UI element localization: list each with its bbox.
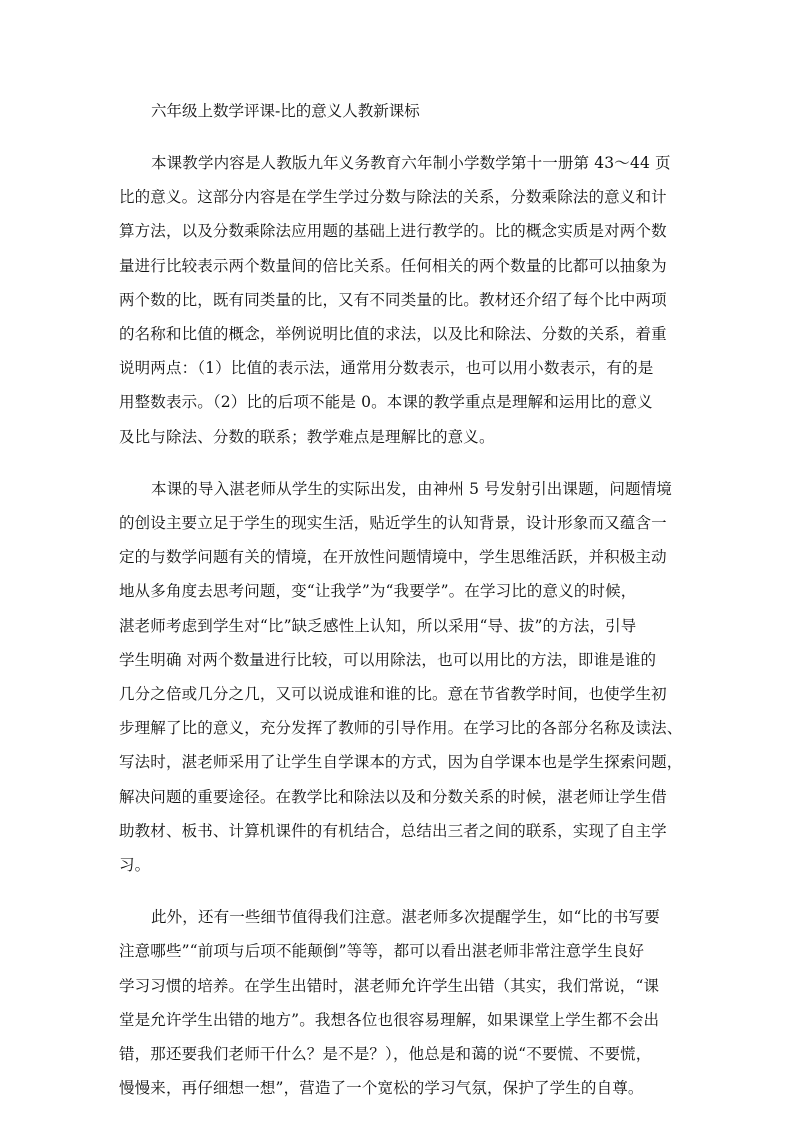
text-line: 助教材、板书、计算机课件的有机结合，总结出三者之间的联系，实现了自主学: [119, 821, 667, 840]
text-line: 的名称和比值的概念，举例说明比值的求法，以及比和除法、分数的关系，着重: [119, 325, 667, 344]
text-line: 错，那还要我们老师干什么？是不是？），他总是和蔼的说“不要慌、不要慌，: [119, 1045, 652, 1064]
text-line: 慢慢来，再仔细想一想”，营造了一个宽松的学习气氛，保护了学生的自尊。: [119, 1079, 644, 1098]
paragraph-lesson-introduction: [119, 472, 683, 882]
text-line: 算方法，以及分数乘除法应用题的基础上进行教学的。比的概念实质是对两个数: [119, 222, 667, 241]
text-line: 的创设主要立足于学生的现实生活，贴近学生的认知背景，设计形象而又蕴含一: [119, 514, 667, 533]
text-line: 堂是允许学生出错的地方”。我想各位也很容易理解，如果课堂上学生都不会出: [119, 1010, 660, 1029]
text-line: 习。: [119, 856, 151, 875]
text-line: 本课教学内容是人教版九年义务教育六年制小学数学第十一册第 43～44 页: [151, 154, 671, 172]
text-line: 两个数的比，既有同类量的比，又有不同类量的比。教材还介绍了每个比中两项: [119, 290, 667, 309]
text-line: 及比与除法、分数的联系；教学难点是理解比的意义。: [119, 427, 495, 446]
text-line: 量进行比较表示两个数量间的倍比关系。任何相关的两个数量的比都可以抽象为: [119, 256, 667, 275]
paragraph-details: [119, 900, 679, 1105]
text-line: 用整数表示。（2）比的后项不能是 0。本课的教学重点是理解和运用比的意义: [119, 393, 653, 412]
document-title: 六年级上数学评课-比的意义人教新课标: [151, 102, 420, 120]
text-line: 步理解了比的意义，充分发挥了教师的引导作用。在学习比的各部分名称及读法、: [119, 719, 683, 738]
text-line: 学生明确 对两个数量进行比较，可以用除法，也可以用比的方法，即谁是谁的: [119, 650, 657, 669]
text-line: 本课的导入湛老师从学生的实际出发，由神州 5 号发射引出课题，问题情境: [151, 479, 672, 498]
text-line: 注意哪些”“前项与后项不能颠倒”等等，都可以看出湛老师非常注意学生良好: [119, 942, 645, 961]
text-line: 几分之倍或几分之几，又可以说成谁和谁的比。意在节省教学时间，也使学生初: [119, 685, 667, 704]
text-line: 写法时，湛老师采用了让学生自学课本的方式，因为自学课本也是学生探索问题，: [119, 753, 683, 772]
document-content: [119, 94, 683, 1123]
text-line: 地从多角度去思考问题，变“让我学”为“我要学”。在学习比的意义的时候，: [119, 582, 637, 601]
paragraph-lesson-content: [119, 146, 679, 454]
text-line: 定的与数学问题有关的情境，在开放性问题情境中，学生思维活跃，并积极主动: [119, 548, 667, 567]
text-line: 学习习惯的培养。在学生出错时，湛老师允许学生出错（其实，我们常说，“课: [119, 976, 660, 995]
text-line: 湛老师考虑到学生对“比”缺乏感性上认知，所以采用“导、拔”的方法，引导: [119, 616, 637, 635]
text-line: 比的意义。这部分内容是在学生学过分数与除法的关系，分数乘除法的意义和计: [119, 188, 667, 207]
text-line: 说明两点：（1）比值的表示法，通常用分数表示，也可以用小数表示，有的是: [119, 359, 654, 378]
text-line: 此外，还有一些细节值得我们注意。湛老师多次提醒学生，如“比的书写要: [151, 908, 660, 927]
text-line: 解决问题的重要途径。在教学比和除法以及和分数关系的时候，湛老师让学生借: [119, 787, 667, 806]
